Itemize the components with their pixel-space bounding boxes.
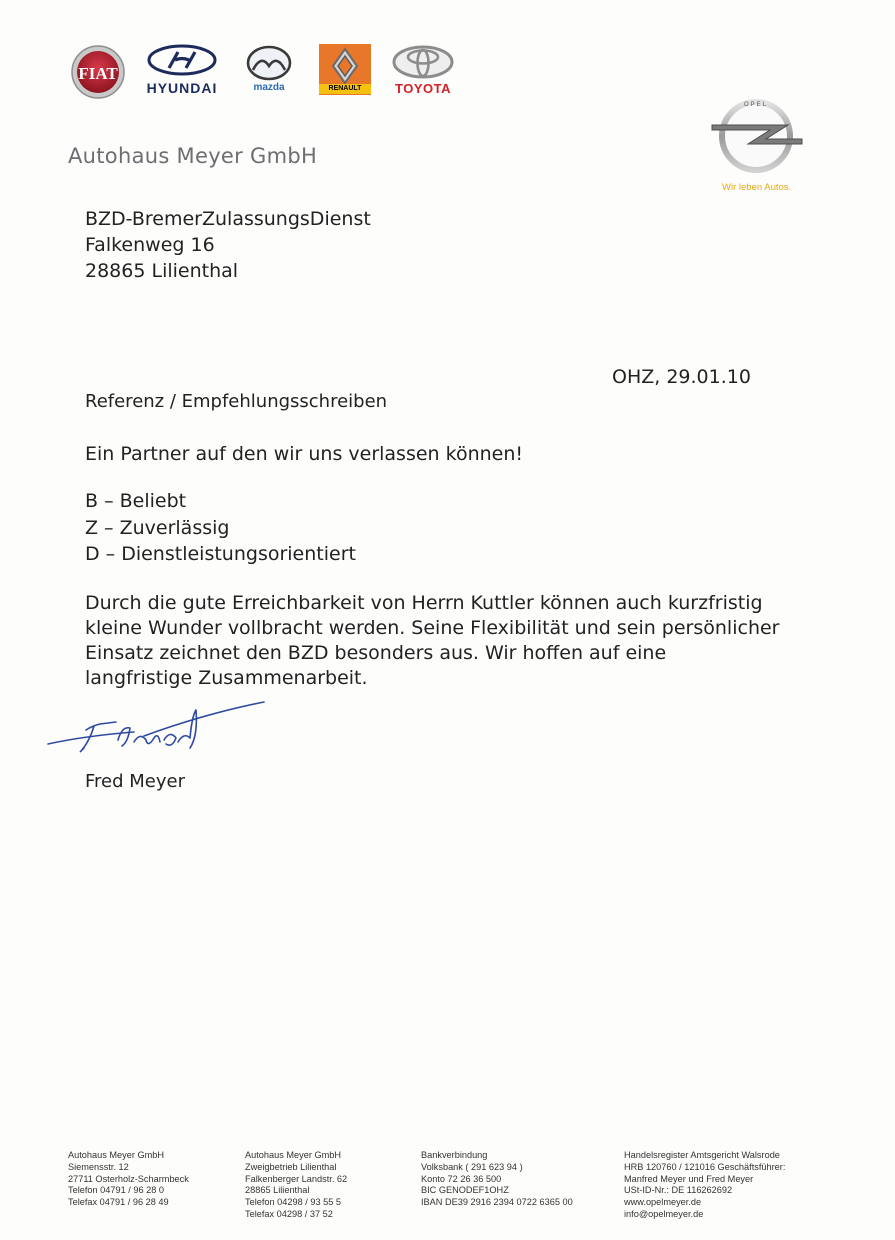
letter-headline: Ein Partner auf den wir uns verlassen können!: [85, 443, 524, 465]
footer-text: Siemensstr. 12: [68, 1161, 129, 1172]
footer-branch-office: [245, 1150, 347, 1221]
opel-logo: [708, 92, 818, 193]
footer-text: Bankverbindung: [421, 1150, 488, 1160]
fiat-wordmark: FIAT: [78, 64, 118, 83]
acronym-item-d: D – Dienstleistungsorientiert: [85, 543, 356, 565]
footer-text: Telefon 04298 / 93 55 5: [245, 1197, 342, 1208]
recipient-line-2: Falkenweg 16: [85, 234, 215, 256]
company-name: Autohaus Meyer GmbH: [68, 144, 318, 168]
footer-text: Telefax 04791 / 96 28 49: [68, 1197, 169, 1208]
opel-slogan: Wir leben Autos.: [722, 182, 792, 193]
footer-text: USt-ID-Nr.: DE 116262692: [624, 1185, 733, 1196]
footer-email-link[interactable]: info@opelmeyer.de: [624, 1208, 704, 1219]
footer-text: 28865 Lilienthal: [245, 1185, 310, 1196]
footer-text: Autohaus Meyer GmbH: [68, 1150, 164, 1160]
opel-blitz-icon: [708, 92, 808, 176]
mazda-logo: [245, 44, 293, 93]
letter-subject: Referenz / Empfehlungsschreiben: [85, 391, 388, 412]
acronym-item-b: B – Beliebt: [85, 490, 187, 512]
toyota-ellipses-icon: [390, 44, 456, 80]
recipient-line-1: BZD-BremerZulassungsDienst: [85, 208, 371, 230]
mazda-wing-icon: [245, 44, 293, 82]
acronym-item-z: Z – Zuverlässig: [85, 517, 230, 539]
footer-main-office: [68, 1150, 189, 1209]
footer-text: Zweigbetrieb Lilienthal: [245, 1161, 337, 1172]
renault-wordmark: RENAULT: [328, 85, 362, 92]
paragraph-line-4: langfristige Zusammenarbeit.: [85, 667, 368, 689]
paragraph-line-1: Durch die gute Erreichbarkeit von Herrn Kuttler können auch kurzfristig: [85, 592, 763, 614]
fiat-logo: [70, 44, 126, 100]
toyota-logo: [390, 44, 456, 96]
hyundai-wordmark: HYUNDAI: [146, 80, 218, 96]
footer-bank-details: [421, 1150, 573, 1209]
renault-badge: [319, 44, 371, 95]
letter-date: OHZ, 29.01.10: [612, 366, 751, 388]
footer-text: 27711 Osterholz-Scharmbeck: [68, 1173, 189, 1184]
paragraph-line-3: Einsatz zeichnet den BZD besonders aus. Wir hoffen auf eine: [85, 642, 667, 664]
mazda-wordmark: mazda: [253, 82, 285, 93]
footer-text: IBAN DE39 2916 2394 0722 6365 00: [421, 1197, 573, 1208]
fiat-badge-icon: [70, 44, 126, 100]
hyundai-logo: [144, 44, 220, 96]
renault-diamond-icon: [319, 46, 371, 86]
handwritten-signature: [44, 696, 274, 766]
signer-name: Fred Meyer: [85, 771, 186, 792]
footer-text: Telefon 04791 / 96 28 0: [68, 1185, 165, 1196]
footer-text: Manfred Meyer und Fred Meyer: [624, 1173, 754, 1184]
footer-text: Volksbank ( 291 623 94 ): [421, 1161, 523, 1172]
footer-website-link[interactable]: www.opelmeyer.de: [624, 1197, 702, 1208]
renault-logo: [319, 44, 371, 95]
footer-text: BIC GENODEF1OHZ: [421, 1185, 509, 1196]
footer-text: Konto 72 26 36 500: [421, 1173, 502, 1184]
footer-text: Autohaus Meyer GmbH: [245, 1150, 341, 1160]
paragraph-line-2: kleine Wunder vollbracht werden. Seine Flexibilität und sein persönlicher: [85, 617, 780, 639]
footer-text: Falkenberger Landstr. 62: [245, 1173, 348, 1184]
opel-wordmark: OPEL: [743, 102, 769, 108]
recipient-line-3: 28865 Lilienthal: [85, 260, 239, 282]
footer-text: HRB 120760 / 121016 Geschäftsführer:: [624, 1161, 786, 1172]
hyundai-h-icon: [144, 44, 220, 78]
toyota-wordmark: TOYOTA: [395, 81, 451, 96]
footer-register-info: [624, 1150, 785, 1221]
footer-text: Handelsregister Amtsgericht Walsrode: [624, 1150, 780, 1160]
footer-text: Telefax 04298 / 37 52: [245, 1208, 333, 1219]
